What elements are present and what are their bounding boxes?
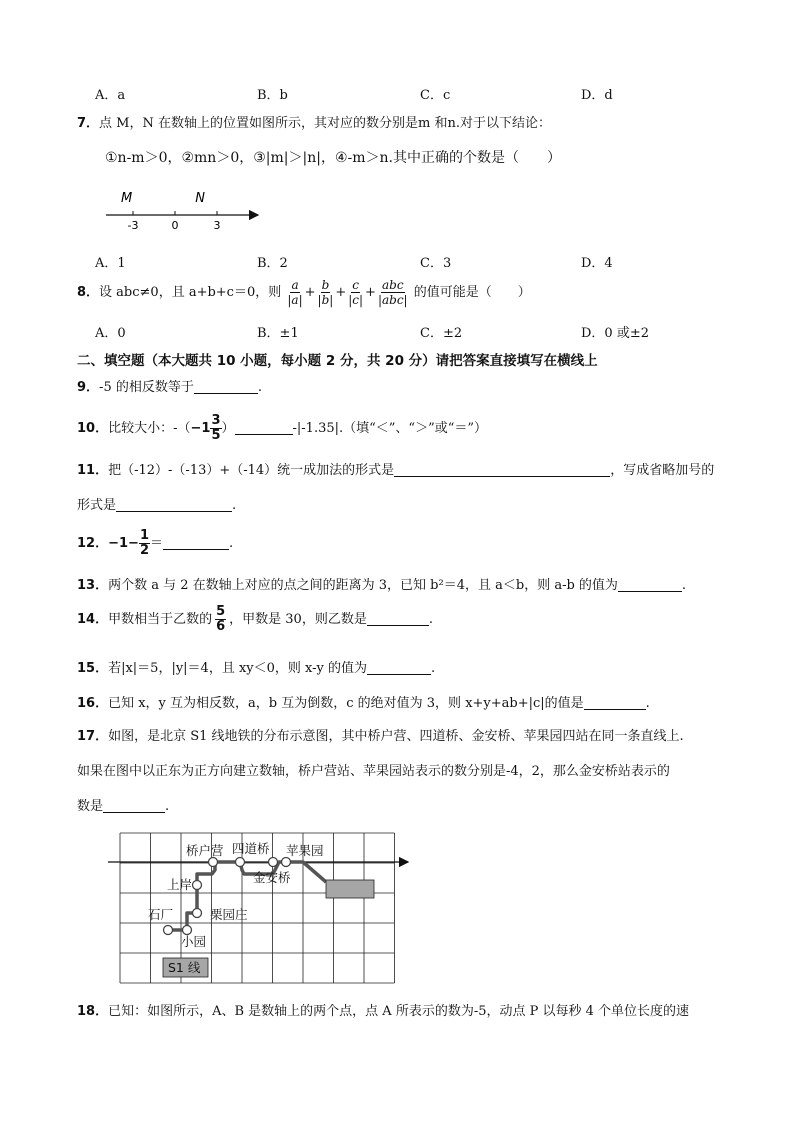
question-9: 9．-5 的相反数等于 .	[77, 380, 262, 395]
fraction: $\frac{1}{2}$	[139, 528, 149, 558]
station-label-xiaoyuan: 小园	[181, 934, 207, 949]
point-n-label: N	[195, 191, 205, 206]
question-17-line2: 如果在图中以正东为正方向建立数轴，桥户营站、苹果园站表示的数分别是-4，2，那么金安桥站表示的	[77, 764, 670, 779]
answer-blank[interactable]	[103, 798, 165, 813]
question-14: 14．甲数相当于乙数的 $\frac{5}{6}$ ，甲数是 30，则乙数是 .	[77, 604, 433, 634]
q6-option-a: A．a	[95, 88, 126, 103]
station-label-pingguoyuan: 苹果园	[286, 843, 324, 858]
statement-2: ②mn＞0，	[181, 150, 254, 166]
question-17-line3: 数是 .	[77, 799, 170, 814]
question-18: 18．已知：如图所示，A、B 是数轴上的两个点，点 A 所表示的数为-5，动点 P 以每秒 4 个单位长度的速	[77, 1004, 690, 1019]
q8-option-d: D．0 或±2	[581, 326, 649, 341]
question-7-statements	[105, 149, 561, 167]
question-number: 7．	[77, 116, 100, 131]
station-label-jinanqiao: 金安桥	[253, 870, 291, 885]
station-dot-pingguoyuan	[282, 858, 291, 867]
statement-4: ④-m＞n.其中正确的个数是（ ）	[334, 150, 561, 166]
answer-blank[interactable]	[584, 695, 646, 710]
answer-blank[interactable]	[235, 420, 293, 435]
q7-option-b: B．2	[257, 256, 288, 271]
question-12: 12．−1− $\frac{1}{2}$ ＝ .	[77, 528, 234, 558]
answer-blank[interactable]	[194, 379, 258, 394]
fraction-c: $\frac{c}{|c|}$	[348, 278, 364, 307]
question-suffix: 的值可能是（ ）	[413, 285, 531, 300]
station-label-shangan: 上岸	[167, 877, 193, 892]
subway-map-figure	[108, 830, 413, 985]
terminal-box	[326, 880, 374, 898]
station-dot-liyuanzhuang	[193, 909, 202, 918]
legend-label: S1 线	[168, 960, 201, 975]
point-m-label: M	[121, 191, 133, 206]
answer-blank[interactable]	[367, 660, 431, 675]
statement-3: ③|m|＞|n|，	[253, 150, 335, 166]
answer-blank[interactable]	[618, 577, 682, 592]
q7-option-c: C．3	[420, 256, 452, 271]
station-dot-qiaohuying	[209, 858, 218, 867]
statement-1: ①n-m＞0，	[105, 150, 182, 166]
q6-option-c: C．c	[420, 88, 451, 103]
station-dot-shangan	[193, 881, 202, 890]
question-number: 8．	[77, 285, 100, 300]
axis-tick-label: 0	[171, 219, 179, 232]
q8-option-a: A．0	[95, 326, 126, 341]
station-dot-jinanqiao	[269, 858, 278, 867]
station-label-sidaoqiao: 四道桥	[232, 841, 270, 856]
fraction-a: $\frac{a}{|a|}$	[287, 278, 303, 307]
q6-option-d: D．d	[581, 88, 613, 103]
station-dot-sidaoqiao	[236, 858, 245, 867]
station-dot-shichang	[164, 926, 173, 935]
number-line-figure	[100, 185, 270, 235]
q8-option-b: B．±1	[257, 326, 299, 341]
question-17: 17．如图，是北京 S1 线地铁的分布示意图，其中桥户营、四道桥、金安桥、苹果园四站在同一条直线上.	[77, 729, 684, 744]
axis-tick-label: 3	[213, 219, 221, 232]
answer-blank[interactable]	[367, 611, 429, 626]
fraction: $\frac{5}{6}$	[216, 604, 226, 634]
q6-option-b: B．b	[257, 88, 288, 103]
answer-blank[interactable]	[116, 497, 232, 512]
mixed-fraction: $\frac{3}{5}$	[211, 413, 221, 443]
fraction-b: $\frac{b}{|b|}$	[317, 278, 334, 307]
station-label-qiaohuying: 桥户营	[186, 843, 224, 858]
question-11-line2: 形式是 .	[77, 498, 237, 513]
q8-option-c: C．±2	[420, 326, 463, 341]
fraction-abc: $\frac{\text{abc}}{\text{|abc|}}$	[377, 278, 408, 307]
question-13: 13．两个数 a 与 2 在数轴上对应的点之间的距离为 3，已知 b²＝4，且 a＜b，则 a-b 的值为 .	[77, 578, 687, 593]
question-8: 8．设 abc≠0，且 a+b+c＝0，则 $\frac{a}{|a|}$ + $\frac{b}{|b|}$ + $\frac{c}{|c|}$ + $\frac{\text{abc}}{\text{|abc|}}$ 的值可能是（ ）	[77, 278, 531, 307]
question-11: 11．把（-12）-（-13）+（-14）统一成加法的形式是 ，写成省略加号的	[77, 463, 715, 478]
station-label-liyuanzhuang: 栗园庄	[210, 907, 248, 922]
answer-blank[interactable]	[163, 535, 229, 550]
station-label-shichang: 石厂	[148, 907, 174, 922]
axis-tick-label: -3	[127, 219, 139, 232]
q7-option-a: A．1	[95, 256, 126, 271]
question-7	[77, 115, 551, 133]
q7-option-d: D．4	[581, 256, 613, 271]
question-text: 点 M，N 在数轴上的位置如图所示，其对应的数分别是m 和n.对于以下结论：	[99, 116, 551, 131]
question-text: 设 abc≠0，且 a+b+c＝0，则	[99, 285, 282, 300]
question-10: 10．比较大小：-（−1 $\frac{3}{5}$ ） -|-1.35|.（填“＜”、“＞”或“＝”）	[77, 413, 488, 443]
question-16: 16．已知 x，y 互为相反数，a，b 互为倒数，c 的绝对值为 3，则 x+y+ab+|c|的值是 .	[77, 696, 650, 711]
section-heading: 二、填空题（本大题共 10 小题，每小题 2 分，共 20 分）请把答案直接填写在横线上	[77, 353, 598, 369]
question-15: 15．若|x|＝5，|y|＝4，且 xy＜0，则 x-y 的值为 .	[77, 661, 436, 676]
answer-blank[interactable]	[394, 462, 610, 477]
